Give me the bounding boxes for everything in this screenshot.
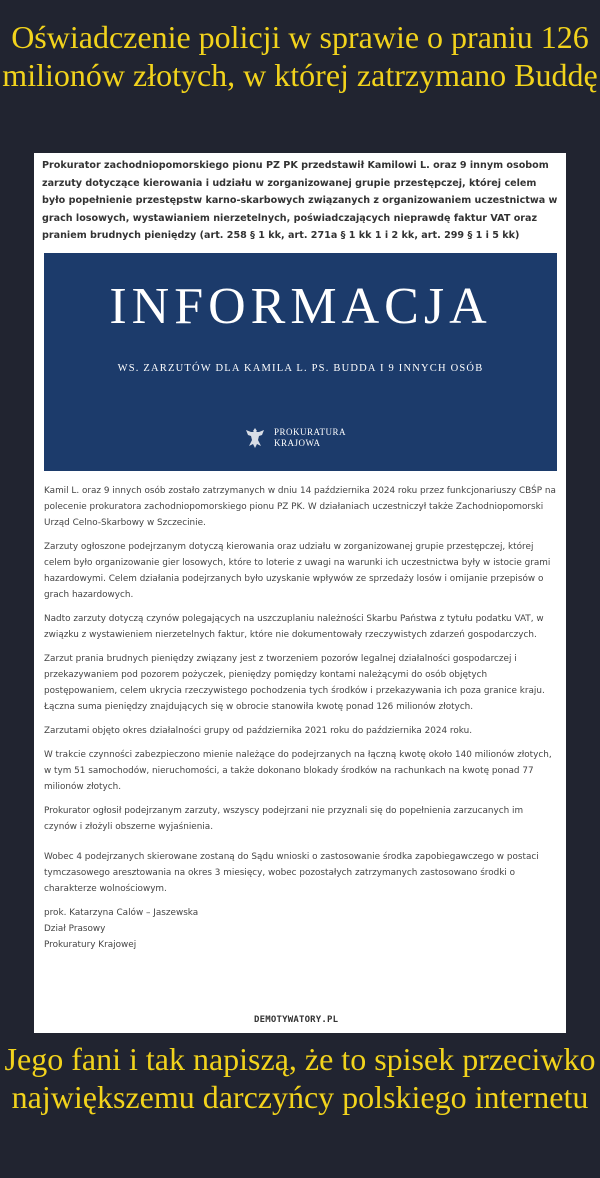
paragraph-detention: Wobec 4 podejrzanych skierowane zostaną do Sądu wnioski o zastosowanie środka zapobiegawczego w postaci tymczasowego aresztowania na okres 3 miesięcy, wobec pozostałych zatrzymanych zastosowano środki o charakterze wolnościowym. <box>44 852 539 894</box>
document-image <box>34 153 566 1033</box>
paragraph-seized-assets: W trakcie czynności zabezpieczono mienie należące do podejrzanych na łączną kwotę około 140 milionów złotych, w tym 51 samochodów, nieruchomości, a także dokonano blokady środków na rachunkach na kwotę ponad 77 milionów złotych. <box>44 750 552 792</box>
banner-subheading: WS. ZARZUTÓW DLA KAMILA L. PS. BUDDA I 9 INNYCH OSÓB <box>117 363 484 374</box>
eagle-emblem-icon <box>244 426 266 450</box>
statement-body <box>44 483 558 953</box>
page-title: Oświadczenie policji w sprawie o praniu 126 milionów złotych, w której zatrzymano Buddę <box>2 19 598 93</box>
banner-heading: INFORMACJA <box>109 278 492 335</box>
lead-paragraph: Prokurator zachodniopomorskiego pionu PZ PK przedstawił Kamilowi L. oraz 9 innym osobom zarzuty dotyczące kierowania i udziału w zorganizowanej grupie przestępczej, której celem było popełnienie przestępstw karno-skarbowych związanych z organizowaniem uczestnictwa w grach losowych, wystawianiem nierzetelnych, poświadczających nieprawdę faktur VAT oraz praniem brudnych pieniędzy (art. 258 § 1 kk, art. 271a § 1 kk 1 i 2 kk, art. 299 § 1 i 5 kk) <box>42 160 558 242</box>
site-watermark: DEMOTYWATORY.PL <box>254 1015 339 1025</box>
signature-office: Prokuratury Krajowej <box>44 940 137 950</box>
prosecutor-name <box>274 427 346 449</box>
paragraph-vat: Nadto zarzuty dotyczą czynów polegających na uszczuplaniu należności Skarbu Państwa z tytułu podatku VAT, w związku z wystawieniem nierzetelnych faktur, które nie dokumentowały rzeczywistych zdarzeń gospodarczych. <box>44 614 544 640</box>
signature-block <box>44 905 558 953</box>
paragraph-charges: Zarzuty ogłoszone podejrzanym dotyczą kierowania oraz udziału w zorganizowanej grupie przestępczej, której celem było organizowanie gier losowych, które to loterie z uwagi na warunki ich uczestnictwa były w istocie grami hazardowymi. Celem działania podejrzanych było uzyskanie wpływów ze sprzedaży losów i omijanie przepisów o grach hazardowych. <box>44 542 551 600</box>
signature-department: Dział Prasowy <box>44 924 106 934</box>
signature-name: prok. Katarzyna Calów – Jaszewska <box>44 908 199 918</box>
org-line-2: KRAJOWA <box>274 438 321 448</box>
org-line-1: PROKURATURA <box>274 427 347 437</box>
prosecutor-logo <box>244 426 374 450</box>
paragraph-arrests: Kamil L. oraz 9 innych osób zostało zatrzymanych w dniu 14 października 2024 roku przez funkcjonariuszy CBŚP na polecenie prokuratora zachodniopomorskiego pionu PZ PK. W działaniach uczestniczył także Zachodniopomorski Urząd Celno-Skarbowy w Szczecinie. <box>44 486 556 528</box>
paragraph-money-laundering: Zarzut prania brudnych pieniędzy związany jest z tworzeniem pozorów legalnej działalności gospodarczej i przekazywaniem pod pozorem pożyczek, pieniędzy pomiędzy kontami należącymi do osób objętych postępowaniem, celem ukrycia rzeczywistego pochodzenia tych środków i przekazywania ich poza granice kraju. Łączna suma pieniędzy znajdujących się w obrocie stanowiła kwotę ponad 126 milionów złotych. <box>44 654 545 712</box>
information-banner <box>44 253 557 471</box>
paragraph-explanations: Prokurator ogłosił podejrzanym zarzuty, wszyscy podejrzani nie przyznali się do popełnienia zarzucanych im czynów i złożyli obszerne wyjaśnienia. <box>44 806 524 832</box>
caption: Jego fani i tak napiszą, że to spisek przeciwko największemu darczyńcy polskiego internetu <box>4 1041 596 1115</box>
paragraph-period: Zarzutami objęto okres działalności grupy od października 2021 roku do października 2024 roku. <box>44 726 473 736</box>
